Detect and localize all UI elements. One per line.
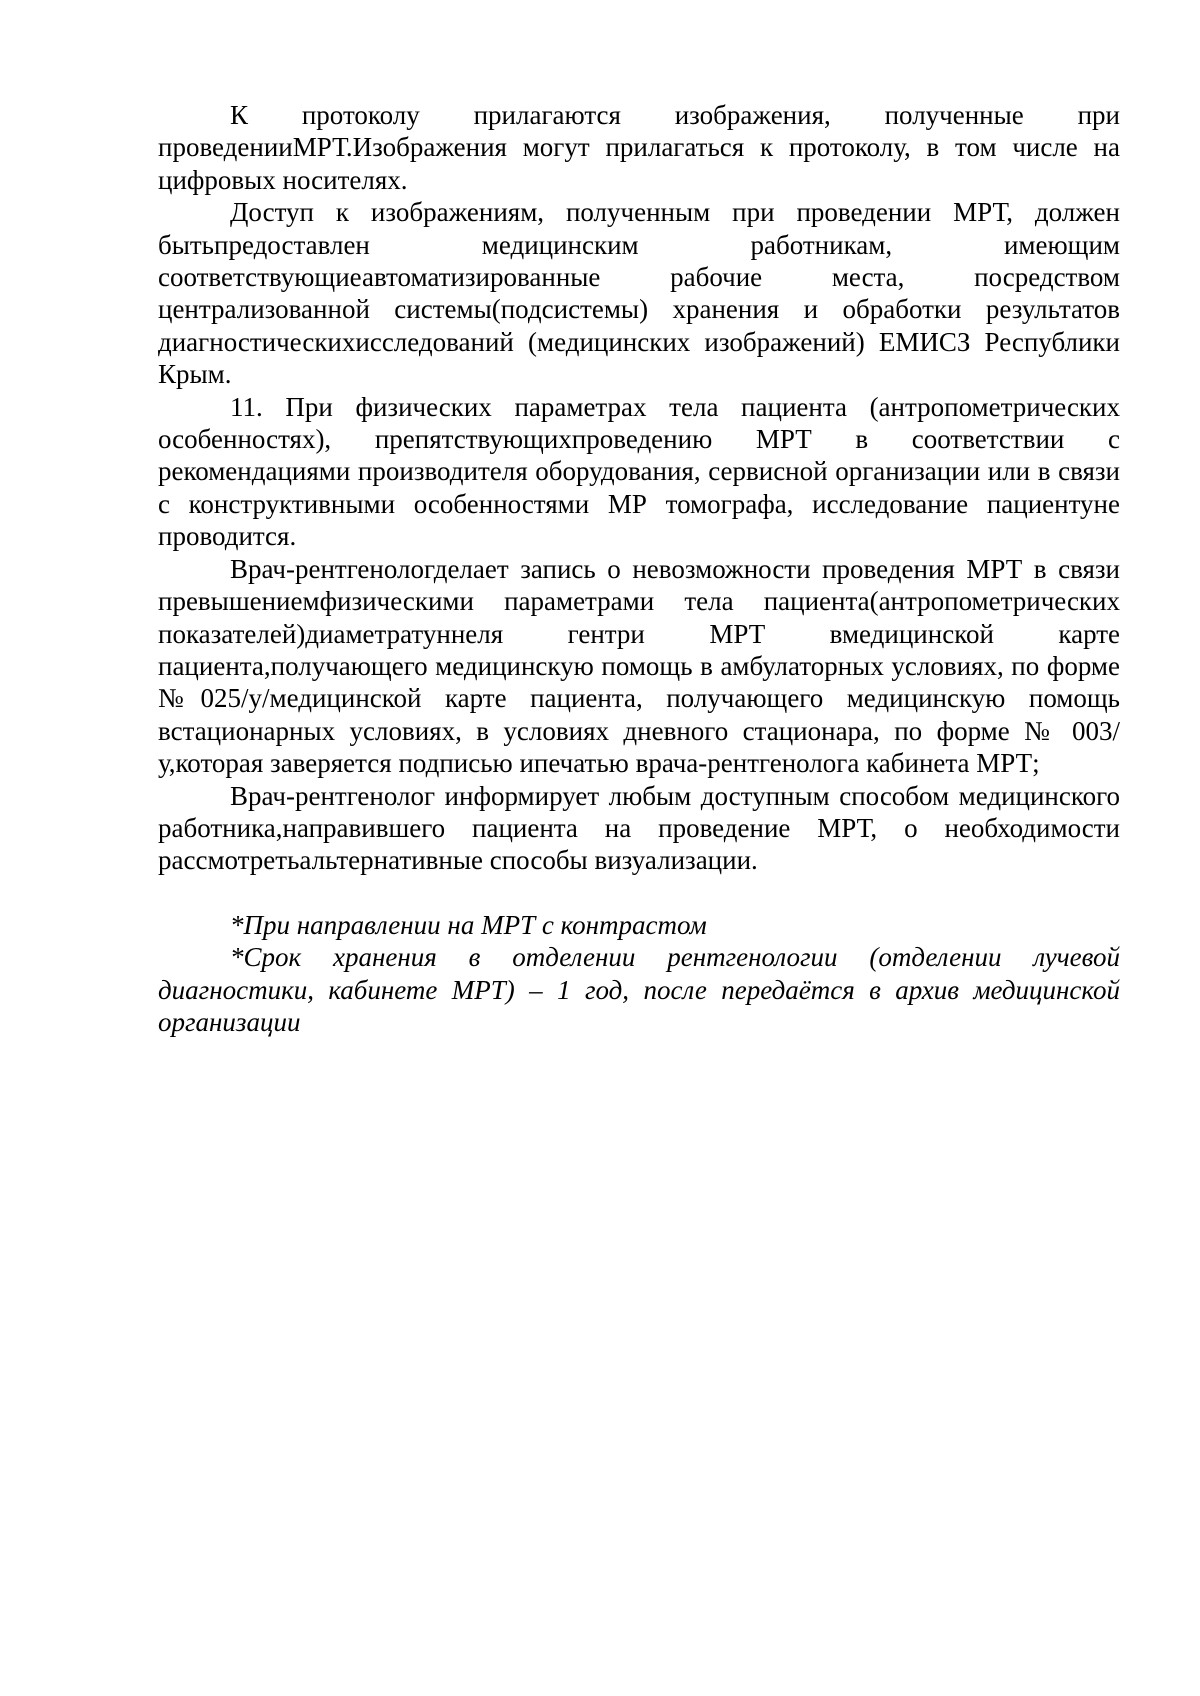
note-contrast: *При направлении на МРТ с контрастом: [230, 909, 707, 940]
paragraph-image-access: Доступ к изображениям, полученным при проведении МРТ, должен бытьпредоставлен медицинским работникам, имеющим соответствующиеавтоматизированные рабочие места, посредством централизованной системы(подсистемы) хранения и обработки результатов диагностическихисследований (медицинских изображений) ЕМИСЗ Республики Крым.: [158, 197, 1120, 390]
paragraph-record-impossibility: Врач-рентгенологделает запись о невозможности проведения МРТ в связи превышениемфизическими параметрами тела пациента(антропометрических показателей)диаметратуннеля гентри МРТ вмедицинской карте пациента,получающего медицинскую помощь в амбулаторных условиях, по форме №025/у/медицинской карте пациента, получающего медицинскую помощь встационарных условиях, в условиях дневного стационара, по форме № 003/у,которая заверяется подписью ипечатью врача-рентгенолога кабинета МРТ;: [158, 553, 1120, 779]
paragraph-physical-parameters: 11. При физических параметрах тела пациента (антропометрических особенностях), препятствующихпроведению МРТ в соответствии с рекомендациями производителя оборудования, сервисной организации или в связи с конструктивными особенностями МР томографа, исследование пациентуне проводится.: [158, 391, 1120, 552]
document-page: [158, 99, 1120, 1038]
paragraph-inform-worker: Врач-рентгенолог информирует любым доступным способом медицинского работника,направившего пациента на проведение МРТ, о необходимости рассмотретьальтернативные способы визуализации.: [158, 780, 1120, 876]
paragraph-attachments: К протоколу прилагаются изображения, полученные при проведенииМРТ.Изображения могут прилагаться к протоколу, в том числе на цифровых носителях.: [158, 100, 1120, 195]
note-storage-period: *Срок хранения в отделении рентгенологии (отделении лучевой диагностики, кабинете МРТ) – 1 год, после передаётся в архив медицинской организации: [158, 942, 1120, 1037]
paragraph-spacer: [158, 877, 1120, 909]
